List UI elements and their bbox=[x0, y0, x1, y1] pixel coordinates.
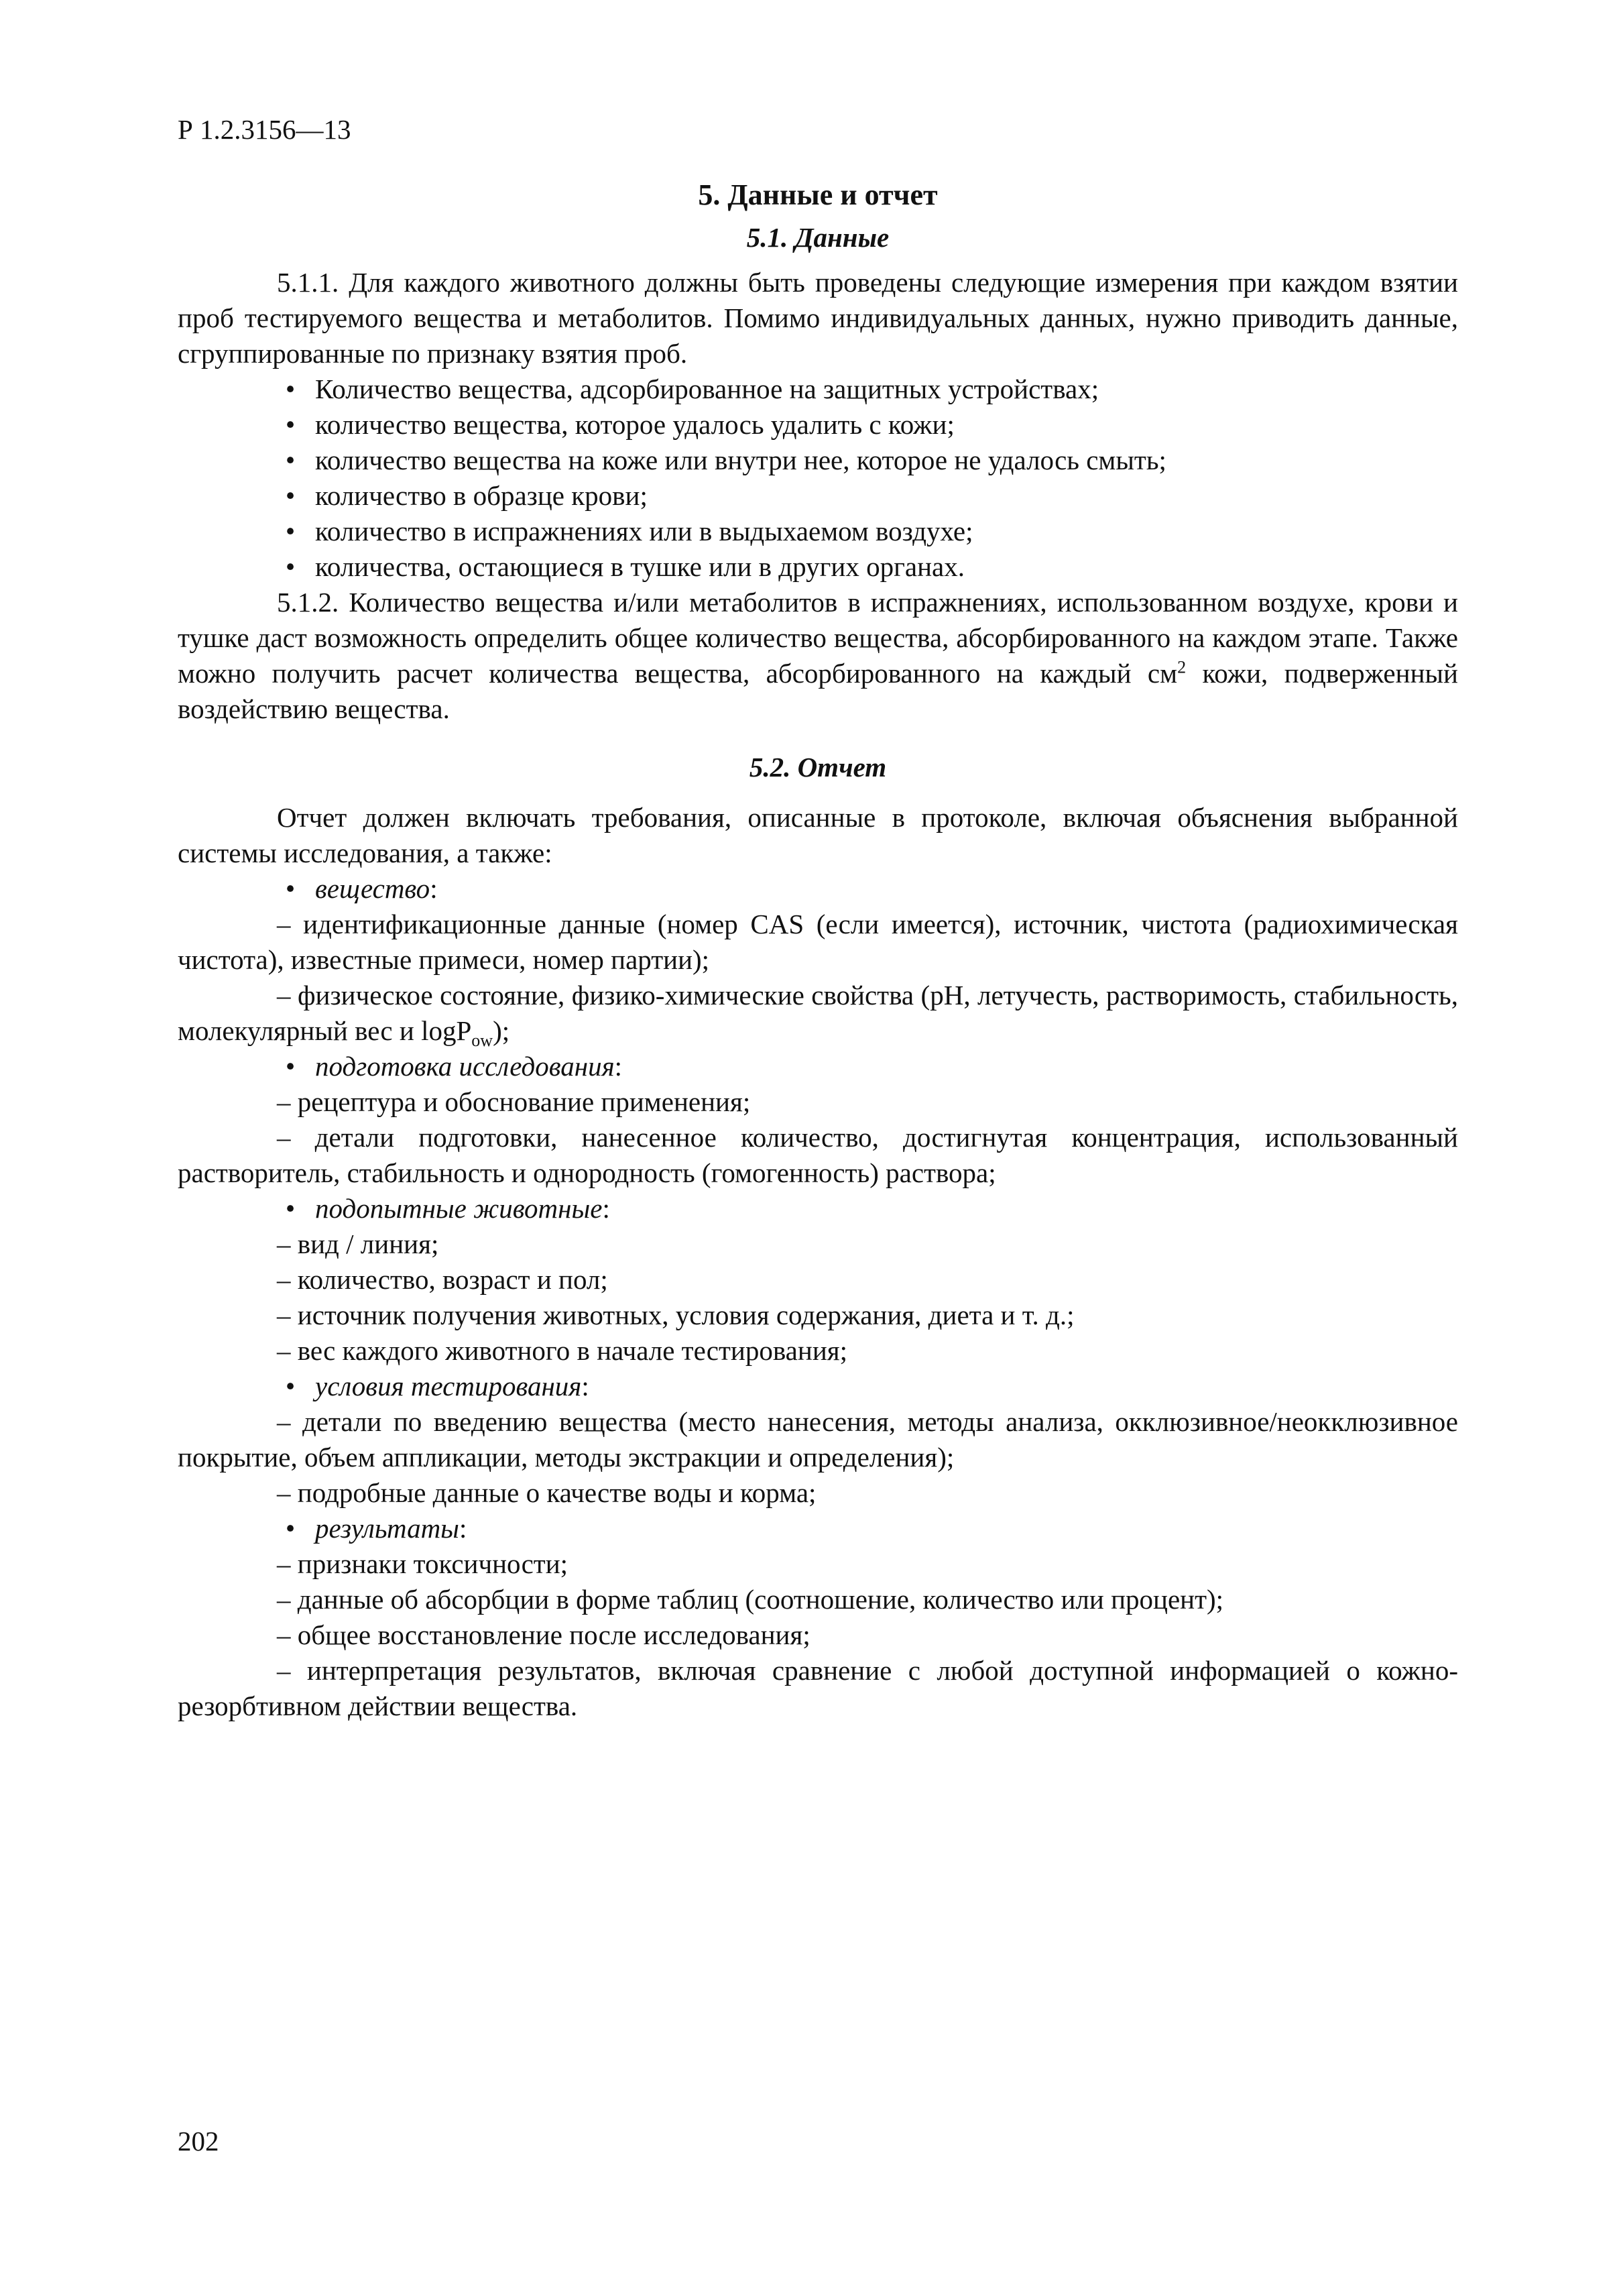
bullet-item bbox=[178, 443, 1458, 478]
bullet-dot-icon: • bbox=[285, 551, 296, 582]
bullet-dot-icon: • bbox=[285, 1513, 296, 1544]
group-label-text: условия тестирования bbox=[315, 1371, 582, 1401]
report-item: – общее восстановление после исследования; bbox=[277, 1619, 810, 1650]
item-text: ); bbox=[493, 1015, 510, 1046]
bullet-item bbox=[178, 478, 1458, 514]
report-item: – вес каждого животного в начале тестирования; bbox=[277, 1335, 848, 1366]
page-number: 202 bbox=[178, 2126, 219, 2157]
paragraph-text: кожи, подверженный воздействию вещества. bbox=[178, 658, 1458, 724]
bullet-dot-icon: • bbox=[285, 374, 296, 404]
item-text: – физическое состояние, физико-химические свойства (pH, летучесть, растворимость, стабильность, молекулярный вес и logP bbox=[178, 980, 1458, 1046]
bullet-text: количество вещества на коже или внутри нее, которое не удалось смыть; bbox=[315, 445, 1166, 475]
report-item: – подробные данные о качестве воды и корма; bbox=[277, 1477, 817, 1508]
bullet-text: количества, остающиеся в тушке или в других органах. bbox=[315, 551, 965, 582]
bullet-text: Количество вещества, адсорбированное на защитных устройствах; bbox=[315, 374, 1099, 404]
group-label-text: подопытные животные bbox=[315, 1193, 603, 1224]
report-group-label: • вещество: bbox=[178, 871, 1458, 907]
paragraph-5-1-1: 5.1.1. Для каждого животного должны быть проведены следующие измерения при каждом взятии проб тестируемого вещества и метаболитов. Помимо индивидуальных данных, нужно приводить данные, сгруппированные по признаку взятия проб. bbox=[178, 267, 1458, 369]
report-item: – источник получения животных, условия содержания, диета и т. д.; bbox=[277, 1300, 1075, 1330]
bullet-dot-icon: • bbox=[285, 445, 296, 475]
report-item: – признаки токсичности; bbox=[277, 1548, 568, 1579]
bullet-text: количество вещества, которое удалось удалить с кожи; bbox=[315, 409, 955, 440]
subsection-heading-report: 5.2. Отчет bbox=[749, 752, 887, 783]
group-label-text: результаты bbox=[315, 1513, 459, 1544]
bullet-dot-icon: • bbox=[285, 409, 296, 440]
bullet-item bbox=[178, 407, 1458, 443]
report-item: – детали подготовки, нанесенное количество, достигнутая концентрация, использованный растворитель, стабильность и однородность (гомогенность) раствора; bbox=[178, 1122, 1458, 1188]
subsection-heading-data: 5.1. Данные bbox=[746, 222, 890, 253]
bullet-item bbox=[178, 371, 1458, 407]
report-item: – количество, возраст и пол; bbox=[277, 1264, 608, 1295]
report-item: – данные об абсорбции в форме таблиц (соотношение, количество или процент); bbox=[277, 1584, 1224, 1615]
report-intro: Отчет должен включать требования, описанные в протоколе, включая объяснения выбранной системы исследования, а также: bbox=[178, 802, 1458, 868]
paragraph-text: 5.1.2. Количество вещества и/или метаболитов в испражнениях, использованном воздухе, крови и тушке даст возможность определить общее количество вещества, абсорбированного на каждом этапе. Также можно получить расчет количества вещества, абсорбированного на каждый см bbox=[178, 587, 1458, 689]
report-group-label: • условия тестирования: bbox=[178, 1369, 1458, 1404]
bullet-item bbox=[178, 514, 1458, 549]
page-content bbox=[178, 176, 1458, 1724]
group-label-text: вещество bbox=[315, 873, 430, 904]
bullet-dot-icon: • bbox=[285, 1193, 296, 1224]
bullet-dot-icon: • bbox=[285, 873, 296, 904]
report-group-label: • подготовка исследования: bbox=[178, 1049, 1458, 1084]
report-item bbox=[178, 978, 1458, 1049]
report-item: – идентификационные данные (номер CAS (если имеется), источник, чистота (радиохимическая чистота), известные примеси, номер партии); bbox=[178, 909, 1458, 975]
bullet-dot-icon: • bbox=[285, 1051, 296, 1082]
bullet-text: количество в образце крови; bbox=[315, 480, 648, 511]
subscript-text: ow bbox=[471, 1031, 493, 1051]
report-group-label: • подопытные животные: bbox=[178, 1191, 1458, 1226]
bullet-dot-icon: • bbox=[285, 480, 296, 511]
bullet-text: количество в испражнениях или в выдыхаемом воздухе; bbox=[315, 516, 973, 547]
document-number: Р 1.2.3156—13 bbox=[178, 114, 351, 145]
section-title: 5. Данные и отчет bbox=[698, 178, 938, 211]
report-item: – рецептура и обоснование применения; bbox=[277, 1086, 751, 1117]
bullet-dot-icon: • bbox=[285, 1371, 296, 1401]
report-item: – детали по введению вещества (место нанесения, методы анализа, окклюзивное/неокклюзивное покрытие, объем аппликации, методы экстракции и определения); bbox=[178, 1406, 1458, 1473]
report-item: – вид / линия; bbox=[277, 1228, 439, 1259]
report-group-label: • результаты: bbox=[178, 1511, 1458, 1546]
paragraph-5-1-2 bbox=[178, 585, 1458, 727]
report-item: – интерпретация результатов, включая сравнение с любой доступной информацией о кожно-резорбтивном действии вещества. bbox=[178, 1655, 1458, 1721]
superscript-text: 2 bbox=[1177, 657, 1187, 677]
bullet-dot-icon: • bbox=[285, 516, 296, 547]
bullet-item bbox=[178, 549, 1458, 585]
group-label-text: подготовка исследования bbox=[315, 1051, 615, 1082]
